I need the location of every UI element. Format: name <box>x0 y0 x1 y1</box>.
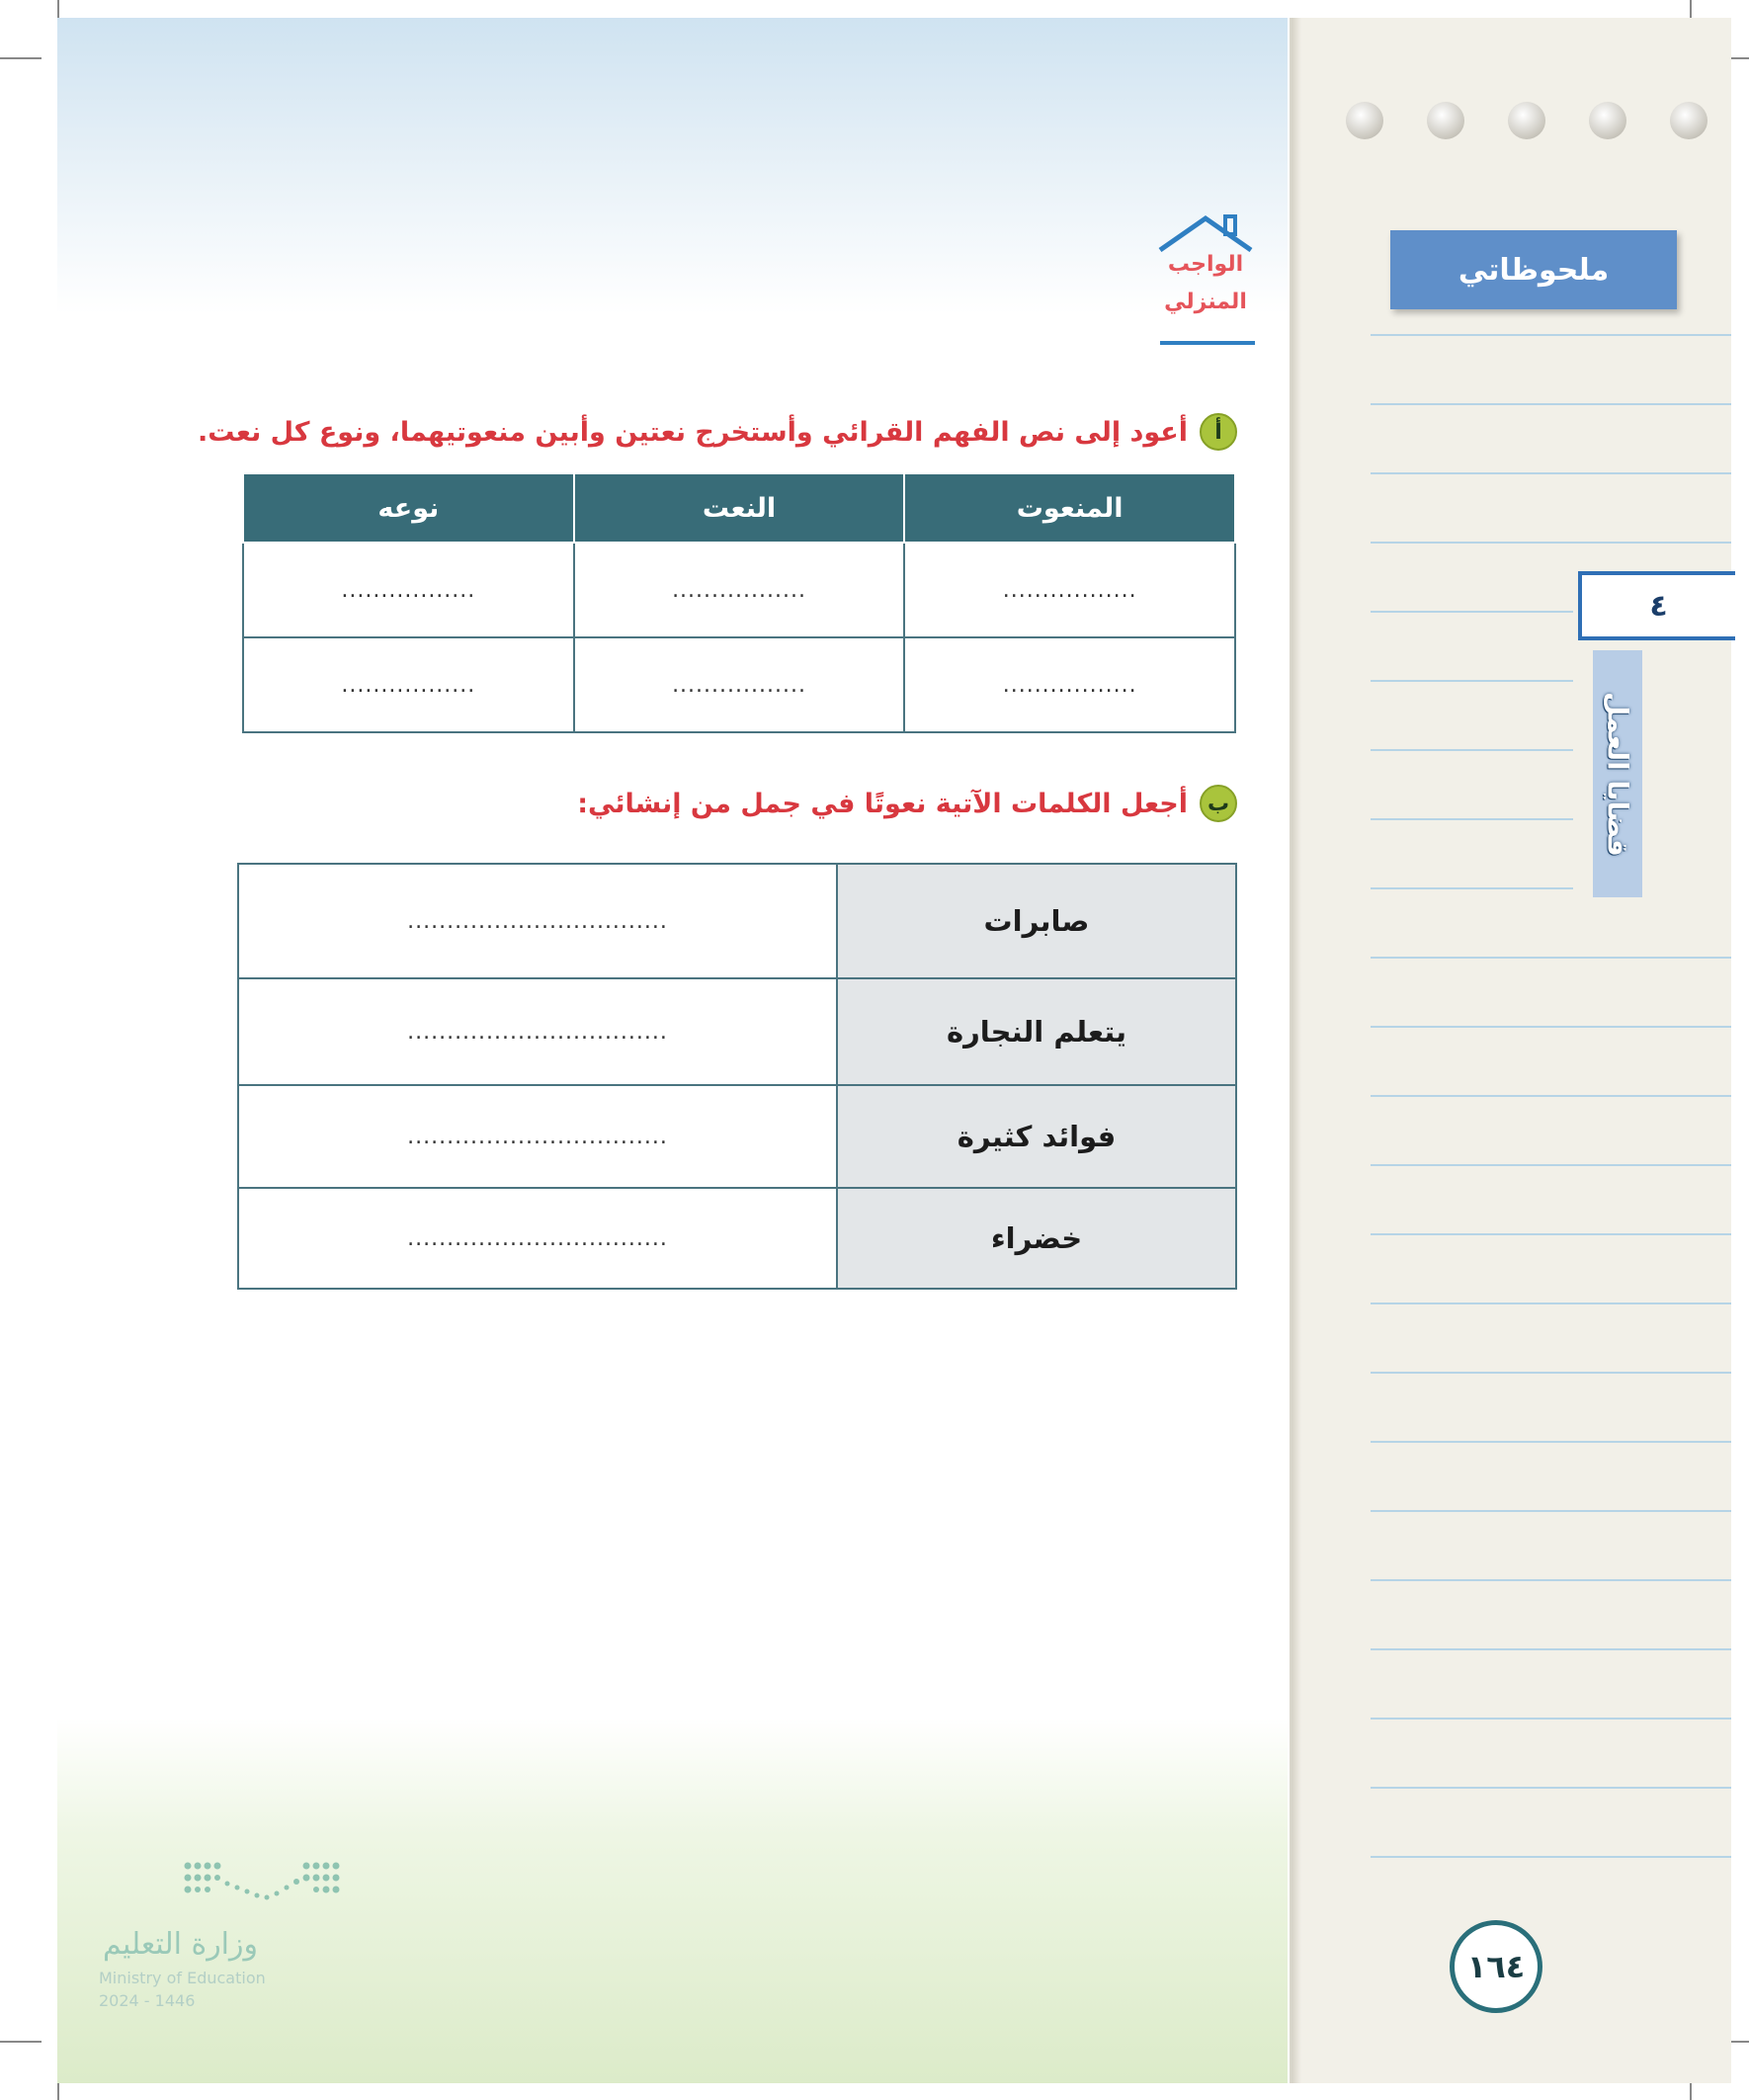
binder-ring-icon <box>1427 102 1464 139</box>
question-b-table <box>237 863 1237 1290</box>
homework-badge <box>1156 212 1255 346</box>
homework-line-1: الواجب <box>1167 252 1244 277</box>
ruled-line <box>1371 1302 1731 1304</box>
ruled-line <box>1371 1164 1731 1166</box>
word-cell: صابرات <box>837 864 1236 978</box>
ruled-line <box>1371 1026 1731 1028</box>
ruled-line <box>1371 472 1731 474</box>
answer-blank[interactable]: ................. <box>904 637 1235 732</box>
unit-number: ٤ <box>1578 571 1735 640</box>
ministry-logo <box>94 1858 341 2016</box>
ministry-name-en: Ministry of Education <box>99 1969 266 1987</box>
homework-line-2: المنزلي <box>1164 290 1247 314</box>
table-row <box>238 978 1236 1085</box>
question-a-table <box>242 472 1236 733</box>
table-row <box>238 1085 1236 1188</box>
ministry-name-ar: وزارة التعليم <box>102 1927 258 1962</box>
page-number: ١٦٤ <box>1450 1920 1542 2013</box>
header-cell: نوعه <box>243 473 574 543</box>
table-row <box>238 864 1236 978</box>
ruled-line <box>1371 680 1573 682</box>
unit-ribbon <box>1593 650 1642 897</box>
ruled-line <box>1371 887 1573 889</box>
answer-blank[interactable]: ................. <box>243 637 574 732</box>
ruled-line <box>1371 1718 1731 1720</box>
question-a-text: أعود إلى نص الفهم القرائي وأستخرج نعتين وأبين منعوتيهما، ونوع كل نعت. <box>198 416 1188 448</box>
crop-mark <box>0 2041 42 2043</box>
header-cell: المنعوت <box>904 473 1235 543</box>
answer-blank[interactable]: ................. <box>574 543 905 637</box>
ruled-line <box>1371 334 1731 336</box>
answer-blank[interactable]: ................. <box>243 543 574 637</box>
ruled-line <box>1371 1510 1731 1512</box>
notes-label: ملحوظاتي <box>1390 230 1677 309</box>
word-cell: خضراء <box>837 1188 1236 1289</box>
ruled-line <box>1371 957 1731 959</box>
unit-title: قضايا العمل <box>1601 691 1634 857</box>
notes-sidebar <box>1290 18 1731 2083</box>
house-base <box>1160 341 1255 345</box>
question-b-heading <box>577 785 1237 822</box>
ruled-line <box>1371 403 1731 405</box>
table-header-row <box>243 473 1235 543</box>
ruled-line <box>1371 749 1573 751</box>
answer-blank[interactable]: ................................. <box>238 1085 837 1188</box>
answer-blank[interactable]: ................. <box>904 543 1235 637</box>
crop-mark <box>0 57 42 59</box>
table-row <box>243 543 1235 637</box>
answer-blank[interactable]: ................................. <box>238 864 837 978</box>
ruled-line <box>1371 1372 1731 1374</box>
ruled-line <box>1371 1441 1731 1443</box>
question-b-badge: ب <box>1200 785 1237 822</box>
notebook-spine <box>1291 18 1301 2083</box>
word-cell: يتعلم النجارة <box>837 978 1236 1085</box>
answer-blank[interactable]: ................................. <box>238 978 837 1085</box>
answer-blank[interactable]: ................................. <box>238 1188 837 1289</box>
table-row <box>243 637 1235 732</box>
ruled-line <box>1371 542 1731 544</box>
homework-label <box>1156 246 1255 321</box>
binder-ring-icon <box>1670 102 1707 139</box>
header-cell: النعت <box>574 473 905 543</box>
binder-ring-icon <box>1346 102 1383 139</box>
ruled-line <box>1371 1095 1731 1097</box>
ruled-line <box>1371 1648 1731 1650</box>
word-cell: فوائد كثيرة <box>837 1085 1236 1188</box>
ruled-line <box>1371 818 1573 820</box>
question-b-text: أجعل الكلمات الآتية نعوتًا في جمل من إنشائي: <box>577 788 1188 819</box>
answer-blank[interactable]: ................. <box>574 637 905 732</box>
ruled-line <box>1371 1233 1731 1235</box>
ruled-line <box>1371 611 1573 613</box>
table-row <box>238 1188 1236 1289</box>
ruled-line <box>1371 1579 1731 1581</box>
ministry-year: 2024 - 1446 <box>99 1991 196 2010</box>
question-a-badge: أ <box>1200 413 1237 451</box>
ruled-line <box>1371 1856 1731 1858</box>
binder-ring-icon <box>1508 102 1545 139</box>
question-a-heading <box>198 413 1237 451</box>
ministry-dots-icon <box>183 1858 351 1917</box>
ruled-line <box>1371 1787 1731 1789</box>
binder-ring-icon <box>1589 102 1626 139</box>
